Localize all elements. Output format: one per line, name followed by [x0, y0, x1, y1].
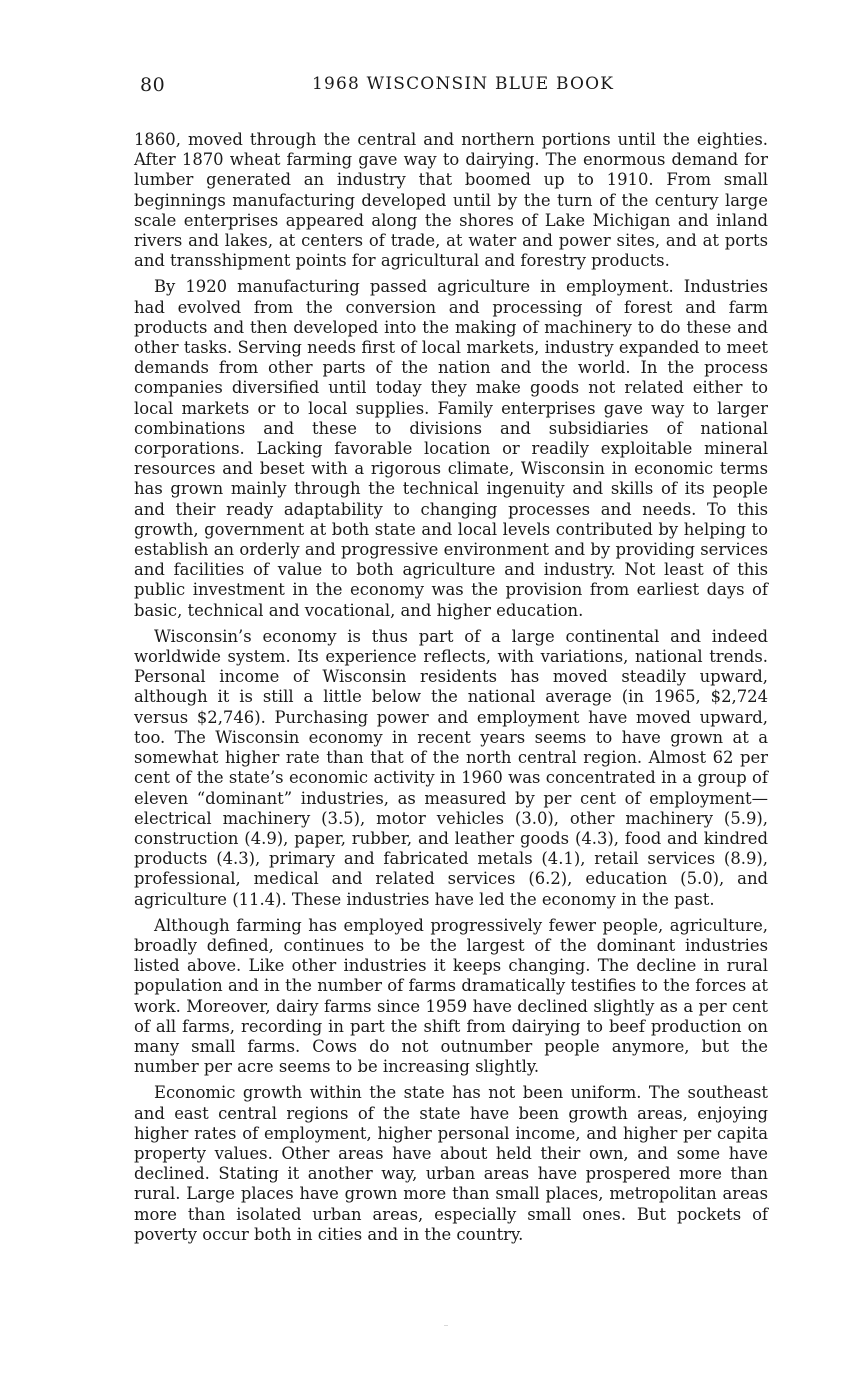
page-number: 80 — [140, 74, 166, 96]
body-text — [134, 130, 768, 1251]
book-title: 1968 WISCONSIN BLUE BOOK — [312, 74, 615, 94]
paragraph-continuation: 1860, moved through the central and northern portions until the eighties. After 1870 wheat farming gave way to dairying. The enormous demand for lumber generated an industry that boomed up to 1910. From small beginnings manufacturing developed until by the turn of the century large scale enterprises appeared along the shores of Lake Michigan and inland rivers and lakes, at centers of trade, at water and power sites, and at ports and transshipment points for agricultural and forestry products. — [134, 130, 768, 271]
paragraph-manufacturing: By 1920 manufacturing passed agriculture in employment. Industries had evolved from the conversion and processing of forest and farm products and then developed into the making of machinery to do these and other tasks. Serving needs first of local markets, industry expanded to meet demands from other parts of the nation and the world. In the process companies diversified until today they make goods not related either to local markets or to local supplies. Family enterprises gave way to larger combinations and these to divisions and subsidiaries of national corporations. Lacking favorable location or readily exploitable mineral resources and beset with a rigorous climate, Wisconsin in economic terms has grown mainly through the technical ingenuity and skills of its people and their ready adaptability to changing processes and needs. To this growth, government at both state and local levels contributed by helping to establish an orderly and progressive environment and by providing services and facilities of value to both agriculture and industry. Not least of this public investment in the economy was the provision from earliest days of basic, technical and vocational, and higher education. — [134, 277, 768, 620]
paragraph-agriculture: Although farming has employed progressively fewer people, agriculture, broadly defined, continues to be the largest of the dominant industries listed above. Like other industries it keeps changing. The decline in rural population and in the number of farms dramatically testifies to the forces at work. Moreover, dairy farms since 1959 have declined slightly as a per cent of all farms, recording in part the shift from dairying to beef production on many small farms. Cows do not outnumber people anymore, but the number per acre seems to be increasing slightly. — [134, 915, 768, 1077]
paragraph-economy: Wisconsin’s economy is thus part of a large continental and indeed worldwide system. Its experience reflects, with variations, national trends. Personal income of Wisconsin residents has moved steadily upward, although it is still a little below the national average (in 1965, $2,724 versus $2,746). Purchasing power and employment have moved upward, too. The Wisconsin economy in recent years seems to have grown at a somewhat higher rate than that of the north central region. Almost 62 per cent of the state’s economic activity in 1960 was concentrated in a group of eleven “dominant” industries, as measured by per cent of employment—electrical machinery (3.5), motor vehicles (3.0), other machinery (5.9), construction (4.9), paper, rubber, and leather goods (4.3), food and kindred products (4.3), primary and fabricated metals (4.1), retail services (8.9), professional, medical and related services (6.2), education (5.0), and agriculture (11.4). These industries have led the economy in the past. — [134, 626, 768, 909]
page-speck — [444, 1325, 448, 1326]
running-head — [140, 74, 770, 100]
paragraph-growth: Economic growth within the state has not been uniform. The southeast and east central regions of the state have been growth areas, enjoying higher rates of employment, higher personal income, and higher per capita property values. Other areas have about held their own, and some have declined. Stating it another way, urban areas have prospered more than rural. Large places have grown more than small places, metropolitan areas more than isolated urban areas, especially small ones. But pockets of poverty occur both in cities and in the country. — [134, 1083, 768, 1244]
